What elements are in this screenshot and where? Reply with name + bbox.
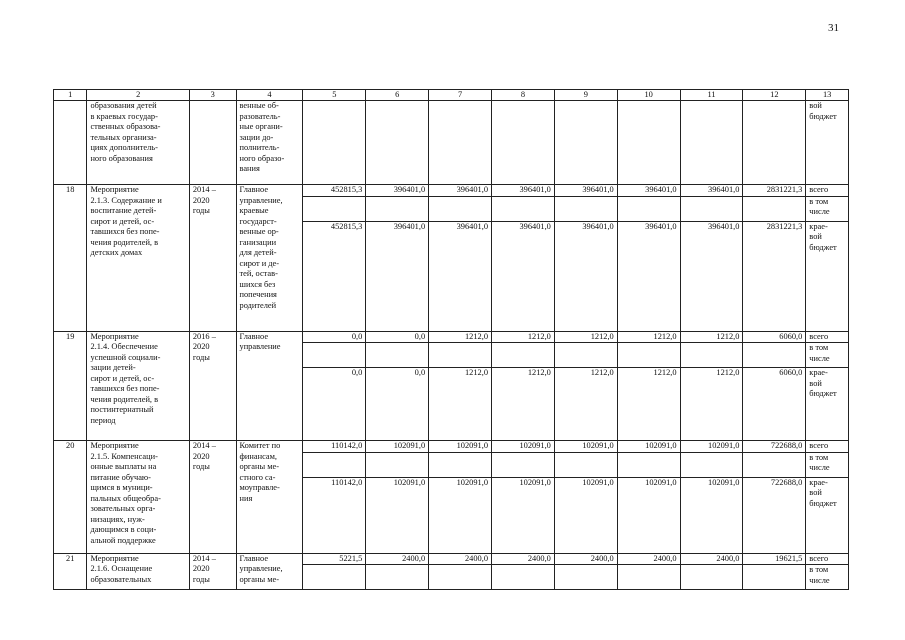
total-amount: 396401,0 <box>680 185 743 197</box>
executor: Главное управление, органы ме- <box>236 553 303 590</box>
regional-amount: 396401,0 <box>492 221 555 331</box>
regional-amount: 396401,0 <box>429 221 492 331</box>
funding-source: в том числе <box>806 452 849 477</box>
column-number: 7 <box>429 90 492 101</box>
regional-amount: 6060,0 <box>743 368 806 441</box>
table-row <box>54 441 849 453</box>
funding-source: всего <box>806 441 849 453</box>
funding-source: всего <box>806 185 849 197</box>
regional-amount: 396401,0 <box>617 221 680 331</box>
total-amount: 1212,0 <box>617 331 680 343</box>
measure-name: образования детей в краевых государ- ственных образова- тельных организа- циях дополнитель- ного образования <box>87 101 189 185</box>
total-amount: 722688,0 <box>743 441 806 453</box>
period: 2014 – 2020 годы <box>189 553 236 590</box>
regional-amount: 0,0 <box>303 368 366 441</box>
total-amount: 396401,0 <box>429 185 492 197</box>
column-number: 4 <box>236 90 303 101</box>
funding-source: крае- вой бюджет <box>806 477 849 553</box>
funding-table <box>53 89 849 590</box>
regional-amount: 396401,0 <box>366 221 429 331</box>
total-amount: 1212,0 <box>680 331 743 343</box>
total-amount: 102091,0 <box>617 441 680 453</box>
row-number: 21 <box>54 553 87 590</box>
regional-amount: 1212,0 <box>554 368 617 441</box>
total-amount: 2400,0 <box>429 553 492 565</box>
regional-amount: 1212,0 <box>429 368 492 441</box>
table-row <box>54 553 849 565</box>
total-amount: 102091,0 <box>680 441 743 453</box>
funding-source: в том числе <box>806 343 849 368</box>
total-amount: 102091,0 <box>492 441 555 453</box>
funding-source: крае- вой бюджет <box>806 368 849 441</box>
column-number: 9 <box>554 90 617 101</box>
funding-source: крае- вой бюджет <box>806 221 849 331</box>
total-amount: 102091,0 <box>554 441 617 453</box>
measure-name: Мероприятие 2.1.3. Содержание и воспитание детей- сирот и детей, ос- тавшихся без попе- чения родителей, в детских домах <box>87 185 189 332</box>
total-amount: 2831221,3 <box>743 185 806 197</box>
period: 2014 – 2020 годы <box>189 441 236 554</box>
regional-amount: 110142,0 <box>303 477 366 553</box>
period: 2014 – 2020 годы <box>189 185 236 332</box>
column-number-row <box>54 90 849 101</box>
regional-amount: 1212,0 <box>680 368 743 441</box>
total-amount: 1212,0 <box>429 331 492 343</box>
page-number: 31 <box>828 22 839 34</box>
column-number: 8 <box>492 90 555 101</box>
column-number: 1 <box>54 90 87 101</box>
total-amount: 2400,0 <box>680 553 743 565</box>
total-amount: 102091,0 <box>366 441 429 453</box>
total-amount: 19621,5 <box>743 553 806 565</box>
executor: Главное управление, краевые государст- венные ор- ганизации для детей- сирот и де- тей, остав- шихся без попечения родителей <box>236 185 303 332</box>
row-number: 18 <box>54 185 87 332</box>
column-number: 3 <box>189 90 236 101</box>
regional-amount: 396401,0 <box>554 221 617 331</box>
total-amount: 452815,3 <box>303 185 366 197</box>
total-amount: 2400,0 <box>554 553 617 565</box>
table-row <box>54 185 849 197</box>
total-amount: 0,0 <box>303 331 366 343</box>
funding-source: в том числе <box>806 196 849 221</box>
regional-amount: 396401,0 <box>680 221 743 331</box>
regional-amount: 102091,0 <box>429 477 492 553</box>
table-row <box>54 331 849 343</box>
regional-amount: 102091,0 <box>617 477 680 553</box>
regional-amount: 102091,0 <box>680 477 743 553</box>
total-amount: 2400,0 <box>366 553 429 565</box>
column-number: 11 <box>680 90 743 101</box>
regional-amount: 452815,3 <box>303 221 366 331</box>
total-amount: 2400,0 <box>492 553 555 565</box>
regional-amount: 1212,0 <box>492 368 555 441</box>
regional-amount: 102091,0 <box>492 477 555 553</box>
total-amount: 2400,0 <box>617 553 680 565</box>
funding-source: всего <box>806 553 849 565</box>
total-amount: 110142,0 <box>303 441 366 453</box>
total-amount: 396401,0 <box>492 185 555 197</box>
total-amount: 396401,0 <box>554 185 617 197</box>
executor: Главное управление <box>236 331 303 441</box>
funding-source: в том числе <box>806 565 849 590</box>
regional-amount: 722688,0 <box>743 477 806 553</box>
column-number: 12 <box>743 90 806 101</box>
measure-name: Мероприятие 2.1.5. Компенсаци- онные выплаты на питание обучаю- щимся в муници- пальных общеобра- зовательных орга- низациях, нуж- дающимся в соци- альной поддержке <box>87 441 189 554</box>
row-number: 20 <box>54 441 87 554</box>
funding-source: вой бюджет <box>806 101 849 185</box>
total-amount: 1212,0 <box>554 331 617 343</box>
column-number: 5 <box>303 90 366 101</box>
total-amount: 396401,0 <box>366 185 429 197</box>
total-amount: 396401,0 <box>617 185 680 197</box>
measure-name: Мероприятие 2.1.6. Оснащение образовательных <box>87 553 189 590</box>
executor: Комитет по финансам, органы ме- стного са- моуправле- ния <box>236 441 303 554</box>
total-amount: 102091,0 <box>429 441 492 453</box>
column-number: 2 <box>87 90 189 101</box>
executor: венные об- разователь- ные органи- зации до- полнитель- ного образо- вания <box>236 101 303 185</box>
funding-source: всего <box>806 331 849 343</box>
table-row <box>54 101 849 185</box>
period: 2016 – 2020 годы <box>189 331 236 441</box>
column-number: 10 <box>617 90 680 101</box>
total-amount: 5221,5 <box>303 553 366 565</box>
regional-amount: 0,0 <box>366 368 429 441</box>
regional-amount: 1212,0 <box>617 368 680 441</box>
total-amount: 0,0 <box>366 331 429 343</box>
regional-amount: 102091,0 <box>554 477 617 553</box>
measure-name: Мероприятие 2.1.4. Обеспечение успешной социали- зации детей- сирот и детей, ос- тавшихся без попе- чения родителей, в постинтернатный период <box>87 331 189 441</box>
column-number: 13 <box>806 90 849 101</box>
row-number: 19 <box>54 331 87 441</box>
total-amount: 1212,0 <box>492 331 555 343</box>
regional-amount: 102091,0 <box>366 477 429 553</box>
column-number: 6 <box>366 90 429 101</box>
regional-amount: 2831221,3 <box>743 221 806 331</box>
total-amount: 6060,0 <box>743 331 806 343</box>
